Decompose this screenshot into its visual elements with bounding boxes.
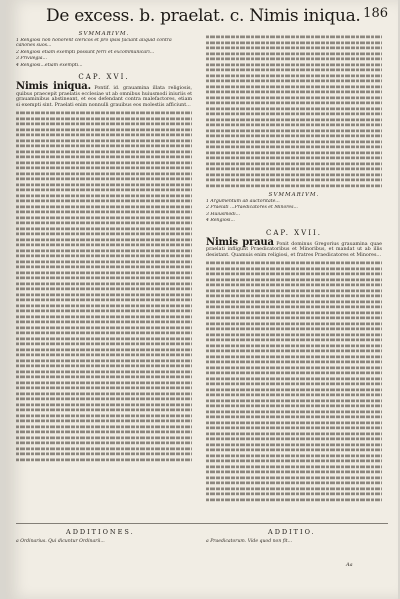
additiones-heading: ADDITIONES. [66,528,135,536]
summary-item: 3 Huiusmodi... [206,211,241,217]
footer-divider [16,523,388,524]
right-column [206,30,382,502]
summary-item: 1 Argumentum ab auctoritate... [206,199,280,204]
chapter-body-right: Ponit dominus Gregorius grauamina quae praelati infligunt Praedicatoribus et Minoribus, et mandat ut ab illis desistant. Quamuis enim religiosi, et fratres Praedicatores et Minores... [206,241,382,258]
chapter-heading-left: CAP. XVI. [78,73,130,82]
chapter-lead-left: Nimis iniqua. [16,81,91,93]
chapter-lead-right: Nimis praua [206,236,274,248]
summary-item: 2 Praelati ...Praedicatores et Minores... [206,205,298,211]
book-page [6,0,398,599]
left-column [16,30,192,462]
summary-item: 1 Religiosi non honorent clericos et pro ipsis faciant aliquid contra canones suos... [16,38,172,49]
summary-item: 4 Religiosi...etiam exempti... [16,62,83,68]
dense-text-block-right [206,260,382,502]
dense-text-block-right-top [206,34,382,188]
additio-heading: ADDITIO. [268,528,316,536]
additio-text: a Praedicatorum. Vide quod non fit... [206,539,293,544]
additiones-text: a Ordinarius. Qui dicuntur Ordinarii... [16,539,105,544]
page-number: 186 [363,6,388,21]
summary-heading-left: SVMMARIVM. [78,31,130,37]
signature-mark: Aa [346,562,353,568]
summary-item: 2 Religiosi etiam exempti possunt ferri et excommunicari... [16,49,155,55]
chapter-heading-right: CAP. XVII. [266,228,322,237]
summary-heading-right: SVMMARIVM. [268,192,320,198]
dense-text-block-left [16,110,192,462]
chapter-text-right [206,236,382,259]
running-title: De excess. b. praelat. c. Nimis iniqua. [46,6,361,26]
chapter-text-left [16,81,192,108]
chapter-body-left: Pontif. id. grauamina illata religiosis, quibus praecepit praelatis ecclesiae ut ab omnibus huiusmodi iniuriis et grauaminibus abstineant, et eos defendant contra malefactores, etiam si exempti sint. Praelati enim nonnulli grauibus eos molestiis afficiunt... [16,86,192,108]
summary-item: 3 Privilegia... [16,56,47,62]
summary-item: 4 Religiosi... [206,218,235,224]
